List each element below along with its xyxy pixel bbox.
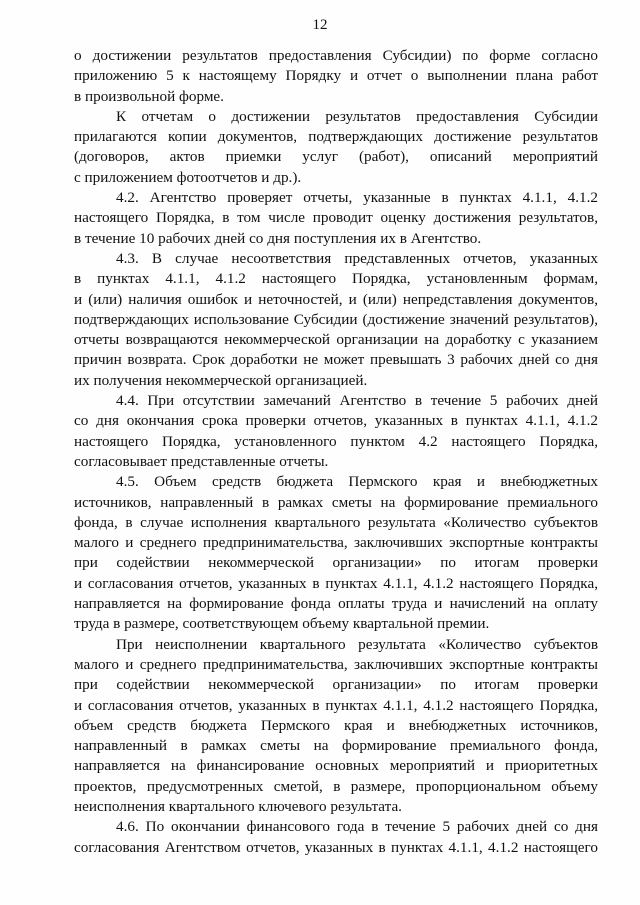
text-line: направляется на финансирование основных мероприятий и приоритетных [74, 757, 598, 775]
text-line: неисполнения квартального ключевого результата. [74, 797, 402, 815]
text-line: (договоров, актов приемки услуг (работ), описаний мероприятий [74, 148, 598, 166]
text-line: настоящего Порядка, в том числе проводит оценку достижения результатов, [74, 209, 598, 227]
text-line: согласовывает представленные отчеты. [74, 452, 329, 470]
text-line: о достижении результатов предоставления Субсидии) по форме согласно [74, 47, 598, 64]
text-line: настоящего Порядка, установленного пунктом 4.2 настоящего Порядка, [74, 432, 598, 450]
paragraph [74, 188, 598, 249]
text-line: причин возврата. Срок доработки не может превышать 3 рабочих дней со дня [74, 351, 598, 369]
paragraph [74, 635, 598, 818]
paragraph [74, 817, 598, 858]
text-line: 4.4. При отсутствии замечаний Агентство в течение 5 рабочих дней [116, 392, 598, 410]
text-line: малого и среднего предпринимательства, заключивших экспортные контракты [74, 655, 598, 673]
text-line: и согласования отчетов, указанных в пунктах 4.1.1, 4.1.2 настоящего Порядка, [74, 574, 598, 592]
text-line: При неисполнении квартального результата «Количество субъектов [116, 635, 598, 653]
text-line: со дня окончания срока проверки отчетов, указанных в пунктах 4.1.1, 4.1.2 [74, 412, 598, 430]
text-line: 4.3. В случае несоответствия представленных отчетов, указанных [116, 249, 598, 267]
text-line: согласования Агентством отчетов, указанных в пунктах 4.1.1, 4.1.2 настоящего [74, 838, 598, 856]
text-line: К отчетам о достижении результатов предоставления Субсидии [116, 107, 598, 125]
text-line: и (или) наличия ошибок и неточностей, и (или) непредставления документов, [74, 290, 598, 308]
text-line: малого и среднего предпринимательства, заключивших экспортные контракты [74, 534, 598, 552]
text-line: объем средств бюджета Пермского края и внебюджетных источников, [74, 716, 598, 734]
text-line: подтверждающих использование Субсидии (достижение значений результатов), [74, 310, 598, 328]
text-line: в течение 10 рабочих дней со дня поступления их в Агентство. [74, 229, 482, 247]
text-line: с приложением фотоотчетов и др.). [74, 168, 302, 186]
text-line: при содействии некоммерческой организации» по итогам проверки [74, 676, 598, 694]
text-line: в пунктах 4.1.1, 4.1.2 настоящего Порядка, установленным формам, [74, 270, 598, 288]
text-line: фонда, в случае исполнения квартального результата «Количество субъектов [74, 513, 598, 531]
text-line: прилагаются копии документов, подтверждающих достижение результатов [74, 128, 598, 146]
text-line: 4.5. Объем средств бюджета Пермского края и внебюджетных [116, 473, 598, 491]
paragraph [74, 472, 598, 634]
text-line: 4.2. Агентство проверяет отчеты, указанные в пунктах 4.1.1, 4.1.2 [116, 189, 598, 207]
text-line: приложению 5 к настоящему Порядку и отчет о выполнении плана работ [74, 67, 598, 85]
text-line: направленный в рамках сметы на формирование премиального фонда, [74, 737, 598, 755]
text-line: отчеты возвращаются некоммерческой организации на доработку с указанием [74, 331, 598, 349]
text-line: их получения некоммерческой организацией. [74, 371, 368, 389]
text-line: и согласования отчетов, указанных в пунктах 4.1.1, 4.1.2 настоящего Порядка, [74, 696, 598, 714]
paragraph [74, 249, 598, 391]
text-line: направляется на формирование фонда оплаты труда и начислений на оплату [74, 595, 598, 613]
text-line: труда в размере, соответствующем объему квартальной премии. [74, 615, 490, 633]
text-line: источников, направленный в рамках сметы на формирование премиального [74, 493, 598, 511]
document-body [74, 46, 598, 858]
paragraph [74, 46, 598, 107]
paragraph [74, 107, 598, 188]
text-line: проектов, предусмотренных сметой, в размере, пропорциональном объему [74, 777, 598, 795]
text-line: в произвольной форме. [74, 87, 224, 105]
text-line: при содействии некоммерческой организации» по итогам проверки [74, 554, 598, 572]
text-line: 4.6. По окончании финансового года в течение 5 рабочих дней со дня [116, 818, 598, 836]
paragraph [74, 391, 598, 472]
page-number: 12 [312, 17, 328, 33]
